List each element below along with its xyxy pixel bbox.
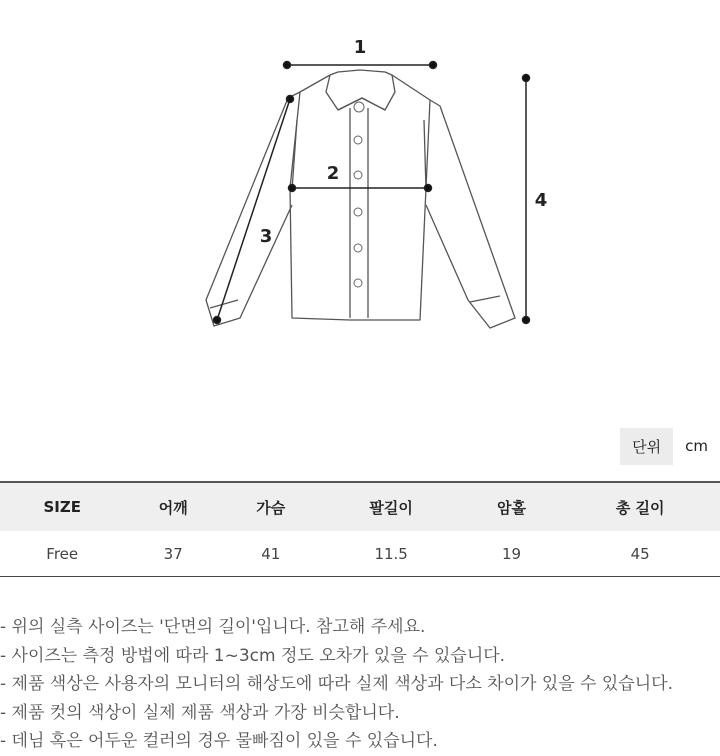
notes-list	[0, 613, 720, 756]
note-item: - 데님 혹은 어두운 컬러의 경우 물빠짐이 있을 수 있습니다.	[0, 731, 438, 751]
header-size: SIZE	[0, 482, 124, 531]
button-1	[354, 102, 364, 112]
shirt-buttons	[354, 102, 364, 287]
label-2: 2	[326, 163, 340, 184]
cell-shoulder: 37	[124, 531, 222, 577]
measure-labels	[260, 37, 548, 247]
measure-lines	[214, 62, 530, 324]
header-armhole: 암홀	[463, 482, 561, 531]
note-item: - 제품 색상은 사용자의 모니터의 해상도에 따라 실제 색상과 다소 차이가 있을 수 있습니다.	[0, 674, 673, 694]
header-chest: 가슴	[222, 482, 320, 531]
cell-sleeve: 11.5	[320, 531, 463, 577]
label-3: 3	[259, 226, 273, 247]
header-shoulder: 어깨	[124, 482, 222, 531]
button-5	[354, 244, 362, 252]
note-item: - 제품 컷의 색상이 실제 제품 색상과 가장 비슷합니다.	[0, 702, 400, 723]
cell-chest: 41	[222, 531, 320, 577]
unit-value: cm	[685, 437, 708, 455]
shirt-outline	[206, 70, 515, 328]
header-total-length: 총 길이	[560, 482, 720, 531]
button-4	[354, 208, 362, 216]
note-item: - 사이즈는 측정 방법에 따라 1~3cm 정도 오차가 있을 수 있습니다.	[0, 645, 506, 666]
unit-label: 단위	[620, 428, 673, 465]
note-item: - 위의 실측 사이즈는 '단면의 길이'입니다. 참고해 주세요.	[0, 617, 426, 637]
table-row	[0, 531, 720, 577]
label-4: 4	[534, 190, 548, 211]
button-6	[354, 279, 362, 287]
size-table	[0, 481, 720, 577]
button-2	[354, 136, 362, 144]
button-3	[354, 171, 362, 179]
unit-indicator	[620, 426, 720, 466]
label-1: 1	[353, 37, 367, 58]
cell-total-length: 45	[560, 531, 720, 577]
cell-size: Free	[0, 531, 124, 577]
table-header-row	[0, 482, 720, 531]
cell-armhole: 19	[463, 531, 561, 577]
header-sleeve: 팔길이	[320, 482, 463, 531]
